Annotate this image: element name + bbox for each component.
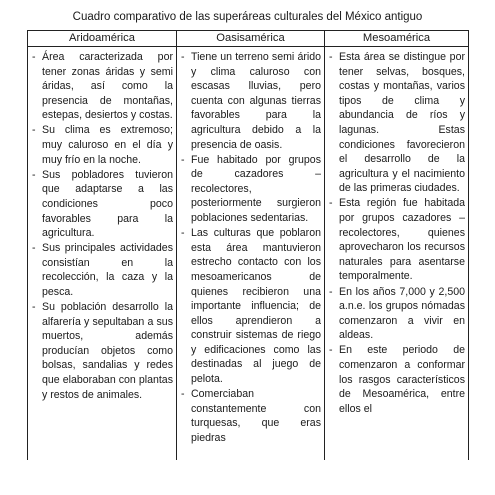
column-header-aridoamerica: Aridoamérica [28, 31, 177, 47]
list-item: - Sus principales actividades consistían en la recolección, la caza y la pesca. [31, 241, 173, 299]
list-item: - Las culturas que poblaron esta área mantuvieron estrecho contacto con los mesoamericanos de quienes recibieron una importante influencia; de ellos aprendieron a construir sistemas de riego y edificaciones como las destinadas al juego de pelota. [180, 226, 321, 387]
list-item: - Comerciaban constantemente con turquesas, que eras piedras [180, 387, 321, 445]
column-oasisamerica [177, 47, 325, 461]
table-body-row [28, 47, 469, 461]
list-item: - Esta área se distingue por tener selvas, bosques, costas y montañas, varios tipos de clima y abundancia de ríos y lagunas. Estas condiciones favorecieron el desarrollo de la agricultura y el nacimiento de las primeras ciudades. [328, 50, 465, 196]
list-item: - Fue habitado por grupos de cazadores – recolectores, posteriormente surgieron poblaciones sedentarias. [180, 153, 321, 226]
column-mesoamerica [325, 47, 469, 461]
column-header-oasisamerica: Oasisamérica [177, 31, 325, 47]
list-item: - Área caracterizada por tener zonas áridas y semi áridas, así como la presencia de montañas, estepas, desiertos y costas. [31, 50, 173, 123]
list-item: - Sus pobladores tuvieron que adaptarse a las condiciones poco favorables para la agricultura. [31, 168, 173, 241]
list-item: - En los años 7,000 y 2,500 a.n.e. los grupos nómadas comenzaron a vivir en aldeas. [328, 285, 465, 343]
list-item: - Su clima es extremoso; muy caluroso en el día y muy frío en la noche. [31, 123, 173, 167]
document-title: Cuadro comparativo de las superáreas culturales del México antiguo [72, 11, 423, 23]
comparison-table [27, 30, 469, 460]
table-header-row [28, 31, 469, 47]
column-header-mesoamerica: Mesoamérica [325, 31, 469, 47]
list-item: - Su población desarrollo la alfarería y sepultaban a sus muertos, además producían objetos como bolsas, sandalias y redes que elaboraban con plantas y restos de animales. [31, 300, 173, 402]
list-item: - Esta región fue habitada por grupos cazadores – recolectores, quienes aprovecharon los recursos naturales para asentarse temporalmente. [328, 196, 465, 284]
list-item: - Tiene un terreno semi árido y clima caluroso con escasas lluvias, pero cuenta con algunas tierras favorables para la agricultura debido a la presencia de oasis. [180, 50, 321, 152]
column-aridoamerica [28, 47, 177, 461]
list-item: - En este periodo de comenzaron a conformar los rasgos característicos de Mesoamérica, entre ellos el [328, 343, 465, 416]
